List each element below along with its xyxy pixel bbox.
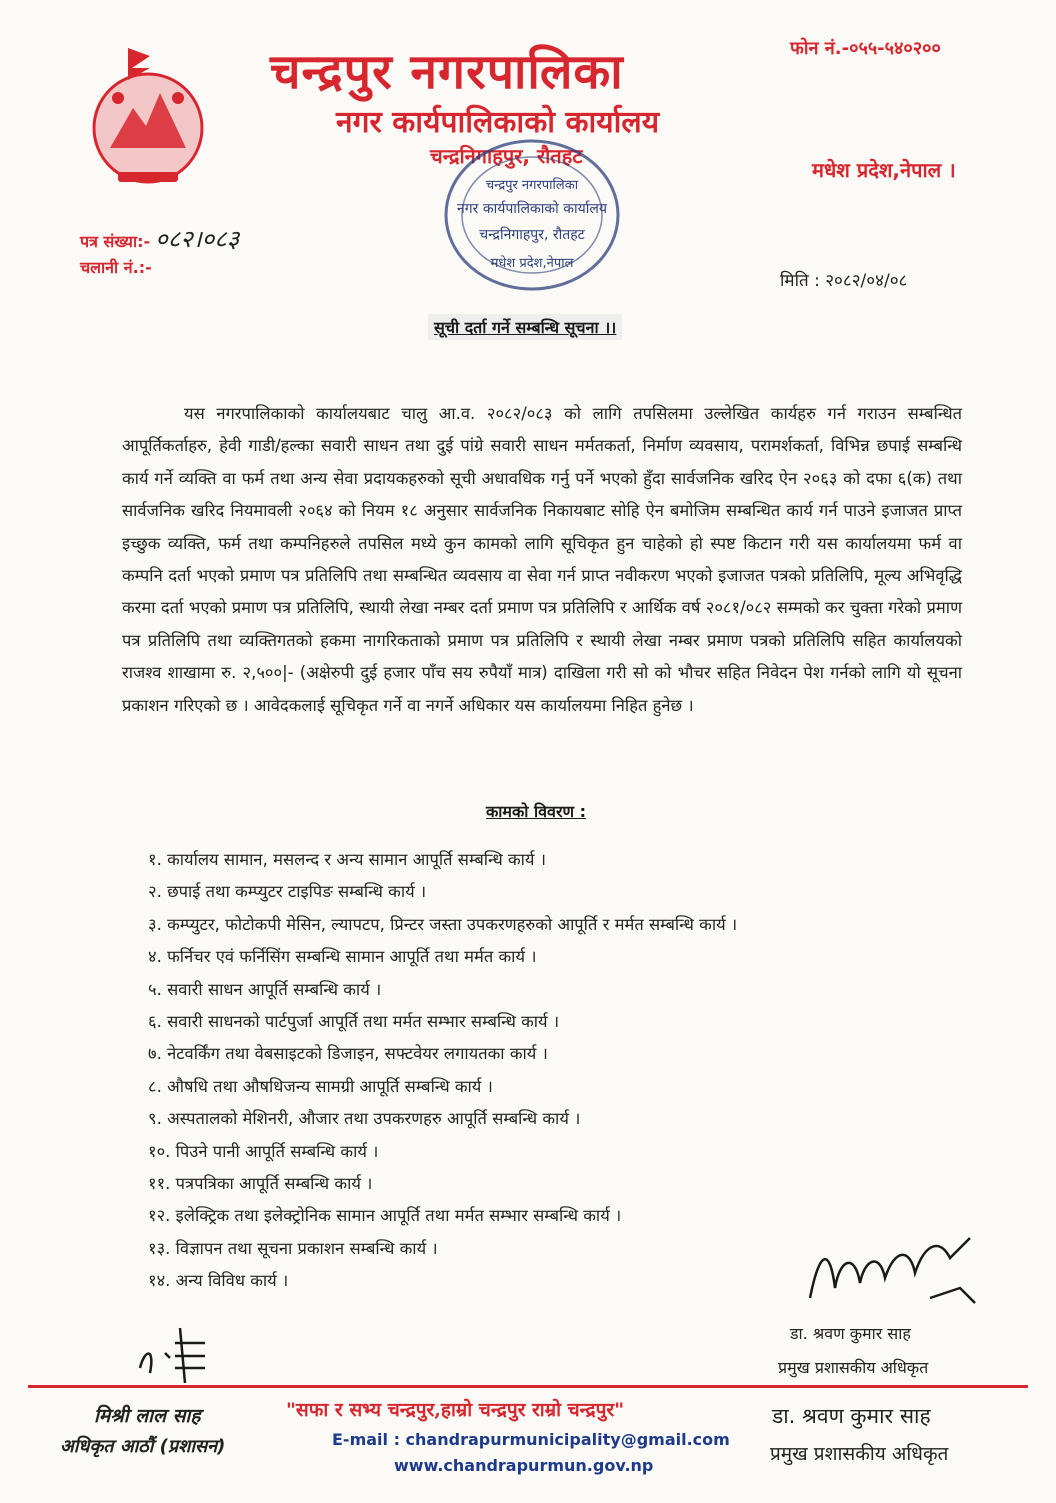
list-item: ११. पत्रपत्रिका आपूर्ति सम्बन्धि कार्य । <box>148 1173 373 1193</box>
list-item: १. कार्यालय सामान, मसलन्द र अन्य सामान आपूर्ति सम्बन्धि कार्य । <box>148 850 546 869</box>
office-address: चन्द्रनिगाहपुर, रौतहट <box>430 144 583 168</box>
list-item: ८. औषधि तथा औषधिजन्य सामग्री आपूर्ति सम्बन्धि कार्य । <box>148 1076 493 1096</box>
letter-date: मिति : २०८२/०४/०८ <box>780 271 908 291</box>
footer-email[interactable]: E-mail : chandrapurmunicipality@gmail.com <box>332 1430 730 1449</box>
list-item: १०. पिउने पानी आपूर्ति सम्बन्धि कार्य । <box>148 1141 379 1161</box>
initials-icon <box>130 1318 220 1388</box>
list-item: १२. इलेक्ट्रिक तथा इलेक्ट्रोनिक सामान आपूर्ति तथा मर्मत सम्भार सम्बन्धि कार्य । <box>148 1206 622 1226</box>
list-item: ७. नेटवर्किंग तथा वेबसाइटको डिजाइन, सफ्टवेयर लगायतका कार्य । <box>148 1044 548 1064</box>
list-item: ६. सवारी साधनको पार्टपुर्जा आपूर्ति तथा मर्मत सम्भार सम्बन्धि कार्य । <box>148 1011 560 1031</box>
footer-slogan: "सफा र सभ्य चन्द्रपुर,हाम्रो चन्द्रपुर राम्रो चन्द्रपुर" <box>286 1399 625 1421</box>
province-label: मधेश प्रदेश,नेपाल । <box>812 158 956 182</box>
signatory-name: डा. श्रवण कुमार साह <box>790 1324 911 1343</box>
footer-divider <box>28 1385 1028 1388</box>
footer-left-title: अधिकृत आठौं (प्रशासन) <box>60 1436 226 1457</box>
notice-paragraph: यस नगरपालिकाको कार्यालयबाट चालु आ.व. २०८२/०८३ को लागि तपसिलमा उल्लेखित कार्यहरु गर्न गराउन सम्बन्धित आपूर्तिकर्ताहरु, हेवी गाडी/हल्का सवारी साधन तथा दुई पांग्रे सवारी साधन मर्मतकर्ता, निर्माण व्यवसाय, परामर्शकर्ता, विभिन्न छपाई सम्बन्धि कार्य गर्ने व्यक्ति वा फर्म तथा अन्य सेवा प्रदायकहरुको सूची अधावधिक गर्नु पर्ने भएको हुँदा सार्वजनिक खरिद ऐन २०६३ को दफा ६(क) तथा सार्वजनिक खरिद नियमावली २०६४ को नियम १८ अनुसार सार्वजनिक निकायबाट सोहि ऐन बमोजिम सम्बन्धित कार्य गर्न पाउने इजाजत प्राप्त इच्छुक व्यक्ति, फर्म तथा कम्पनिहरुले तपसिल मध्ये कुन कामको लागि सूचिकृत हुन चाहेको हो स्पष्ट किटान गरी यस कार्यालयमा फर्म वा कम्पनि दर्ता भएको प्रमाण पत्र प्रतिलिपि तथा सम्बन्धित व्यवसाय वा सेवा गर्न प्राप्त नवीकरण भएको इजाजत पत्रको प्रतिलिपि, मूल्य अभिवृद्धि करमा दर्ता भएको प्रमाण पत्र प्रतिलिपि, स्थायी लेखा नम्बर दर्ता प्रमाण पत्र प्रतिलिपि र आर्थिक वर्ष २०८१/०८२ सम्मको कर चुक्ता गरेको प्रमाण पत्र प्रतिलिपि तथा व्यक्तिगतको हकमा नागरिकताको प्रमाण पत्र प्रतिलिपि र स्थायी लेखा नम्बर प्रमाण पत्रको प्रतिलिपि सहित कार्यालयको राजश्व शाखामा रु. २,५००|- (अक्षेरुपी दुई हजार पाँच सय रुपैयाँ मात्र) दाखिला गरी सो को भौचर सहित निवेदन पेश गर्नको लागि यो सूचना प्रकाशन गरिएको छ । आवेदकलाई सूचिकृत गर्ने वा नगर्ने अधिकार यस कार्यालयमा निहित हुनेछ । <box>122 404 962 715</box>
municipality-title: चन्द्रपुर नगरपालिका <box>270 44 624 100</box>
signature-icon <box>800 1228 990 1318</box>
patra-sankhya <box>80 222 239 255</box>
patra-sankhya-value: ०८२।०८३ <box>155 225 240 253</box>
office-stamp-icon <box>440 135 625 295</box>
signatory-title: प्रमुख प्रशासकीय अधिकृत <box>778 1358 929 1377</box>
notice-body <box>122 398 962 722</box>
stamp-line-4: मधेश प्रदेश,नेपाल <box>490 256 574 271</box>
work-list-heading: कामको विवरण : <box>486 802 587 821</box>
patra-sankhya-label: पत्र संख्या:- <box>80 232 151 251</box>
notice-subject: सूची दर्ता गर्ने सम्बन्धि सूचना ।। <box>428 314 622 340</box>
list-item: २. छपाई तथा कम्प्युटर टाइपिङ सम्बन्धि कार्य । <box>148 882 427 902</box>
stamp-line-1: चन्द्रपुर नगरपालिका <box>485 178 579 193</box>
stamp-line-3: चन्द्रनिगाहपुर, रौतहट <box>479 227 585 243</box>
list-item: १३. विज्ञापन तथा सूचना प्रकाशन सम्बन्धि कार्य । <box>148 1238 438 1258</box>
list-item: ४. फर्निचर एवं फर्निसिंग सम्बन्धि सामान आपूर्ति तथा मर्मत कार्य । <box>148 947 537 967</box>
stamp-line-2: नगर कार्यपालिकाको कार्यालय <box>457 201 607 217</box>
footer-website[interactable]: www.chandrapurmun.gov.np <box>394 1456 654 1475</box>
footer-right-name: डा. श्रवण कुमार साह <box>772 1404 931 1428</box>
nepal-emblem-icon <box>88 38 208 198</box>
footer-right-title: प्रमुख प्रशासकीय अधिकृत <box>770 1443 949 1465</box>
phone-number: फोन नं.-०५५-५४०२०० <box>790 38 941 59</box>
chalani-label: चलानी नं.:- <box>80 258 152 277</box>
office-subtitle: नगर कार्यपालिकाको कार्यालय <box>336 105 660 140</box>
list-item: ९. अस्पतालको मेशिनरी, औजार तथा उपकरणहरु आपूर्ति सम्बन्धि कार्य । <box>148 1109 581 1129</box>
work-list <box>148 844 737 1297</box>
list-item: १४. अन्य विविध कार्य । <box>148 1271 289 1291</box>
list-item: ३. कम्प्युटर, फोटोकपी मेसिन, ल्यापटप, प्रिन्टर जस्ता उपकरणहरुको आपूर्ति र मर्मत सम्बन्धि कार्य । <box>148 914 738 934</box>
list-item: ५. सवारी साधन आपूर्ति सम्बन्धि कार्य । <box>148 979 382 999</box>
footer-left-name: मिश्री लाल साह <box>94 1405 201 1427</box>
